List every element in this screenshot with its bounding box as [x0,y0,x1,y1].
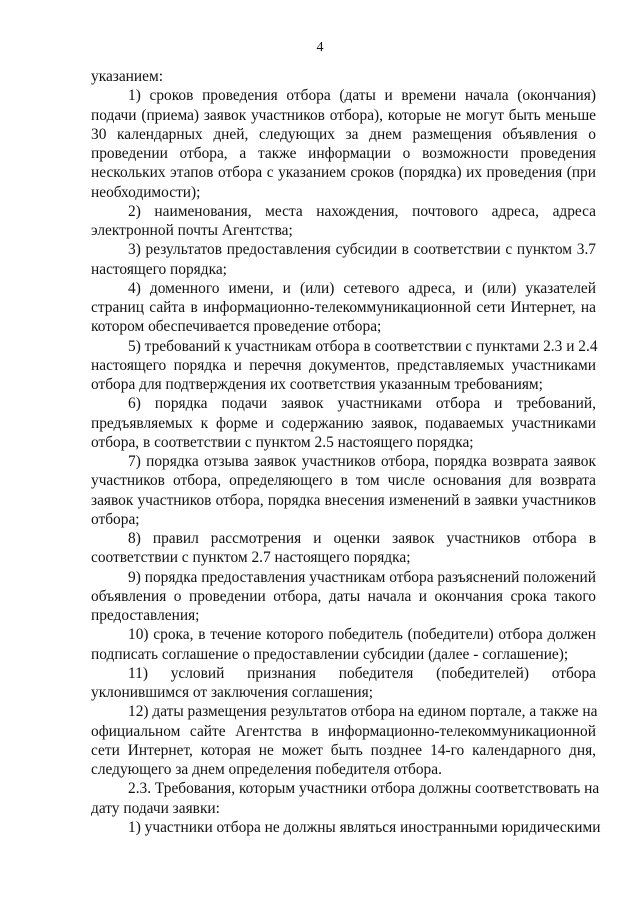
text-line: участников отбора, определяющего в том числе основания для возврата [91,472,596,490]
text-line: отбора; [91,510,140,528]
text-line: следующего за днем определения победителя отбора. [91,761,442,778]
text-line: 2.3. Требования, которым участники отбора должны соответствовать на [128,780,600,798]
page-number: 4 [316,40,324,55]
text-line: предъявляемых к форме и содержанию заявок, подаваемых участниками [91,414,596,432]
text-line: 8) правил рассмотрения и оценки заявок участников отбора в [128,530,596,547]
text-line: 30 календарных дней, следующих за днем размещения объявления о [91,125,596,143]
text-line: объявления о проведении отбора, даты начала и окончания срока такого [91,587,596,605]
text-line: электронной почты Агентства; [91,222,293,239]
paragraph [91,568,596,626]
text-line: 7) порядка отзыва заявок участников отбора, порядка возврата заявок [128,453,596,470]
text-line: 4) доменного имени, и (или) сетевого адреса, и (или) указателей [128,279,596,297]
paragraph [91,779,600,818]
text-line: 11) условий признания победителя (победителей) отбора [128,664,596,682]
text-line: 1) участники отбора не должны являться иностранными юридическими [128,818,601,836]
text-line: 12) даты размещения результатов отбора на едином портале, а также на [128,703,598,721]
text-line: 3) результатов предоставления субсидии в соответствии с пунктом 3.7 [128,241,596,259]
paragraph [91,818,601,837]
text-line: 5) требований к участникам отбора в соответствии с пунктами 2.3 и 2.4 [128,337,598,355]
text-line: дату подачи заявки: [91,799,220,817]
text-line: подачи (приема) заявок участников отбора), которые не могут быть меньше [91,106,596,124]
text-line: уклонившимся от заключения соглашения; [91,684,373,701]
text-line: котором обеспечивается проведение отбора; [91,318,382,336]
text-line: официальном сайте Агентства в информационно-телекоммуникационной [91,722,596,740]
text-line: настоящего порядка и перечня документов, представляемых участниками [91,356,596,374]
paragraph [91,202,596,241]
text-line: сети Интернет, которая не может быть позднее 14-го календарного дня, [91,741,596,759]
text-line: отбора, в соответствии с пунктом 2.5 настоящего порядка; [91,433,474,451]
text-line: соответствии с пунктом 2.7 настоящего порядка; [91,549,411,567]
paragraph [91,67,596,86]
paragraph [91,240,596,279]
text-line: указанием: [91,68,164,85]
document-body [91,67,601,837]
text-line: настоящего порядка; [91,260,227,278]
text-line: проведении отбора, а также информации о возможности проведения [91,145,596,162]
paragraph [91,394,596,452]
paragraph [91,279,596,337]
text-line: предоставления; [91,607,200,624]
text-line: подписать соглашение о предоставлении субсидии (далее - соглашение); [91,645,569,663]
paragraph [91,702,596,779]
paragraph [91,529,596,568]
text-line: 9) порядка предоставления участникам отбора разъяснений положений [128,568,596,586]
text-line: 6) порядка подачи заявок участниками отбора и требований, [128,395,596,413]
text-line: нескольких этапов отбора с указанием сроков (порядка) их проведения (при [91,164,596,182]
paragraph [91,452,596,529]
paragraph [91,625,596,664]
text-line: страниц сайта в информационно-телекоммуникационной сети Интернет, на [91,299,596,316]
text-line: отбора для подтверждения их соответствия указанным требованиям; [91,376,543,393]
text-line: 2) наименования, места нахождения, почтового адреса, адреса [128,202,596,220]
paragraph [91,337,596,395]
paragraph [91,86,596,202]
text-line: 10) срока, в течение которого победитель (победители) отбора должен [128,626,596,644]
paragraph [91,664,596,703]
text-line: необходимости); [91,183,201,201]
text-line: 1) сроков проведения отбора (даты и времени начала (окончания) [128,87,596,105]
text-line: заявок участников отбора, порядка внесения изменений в заявки участников [91,491,596,509]
